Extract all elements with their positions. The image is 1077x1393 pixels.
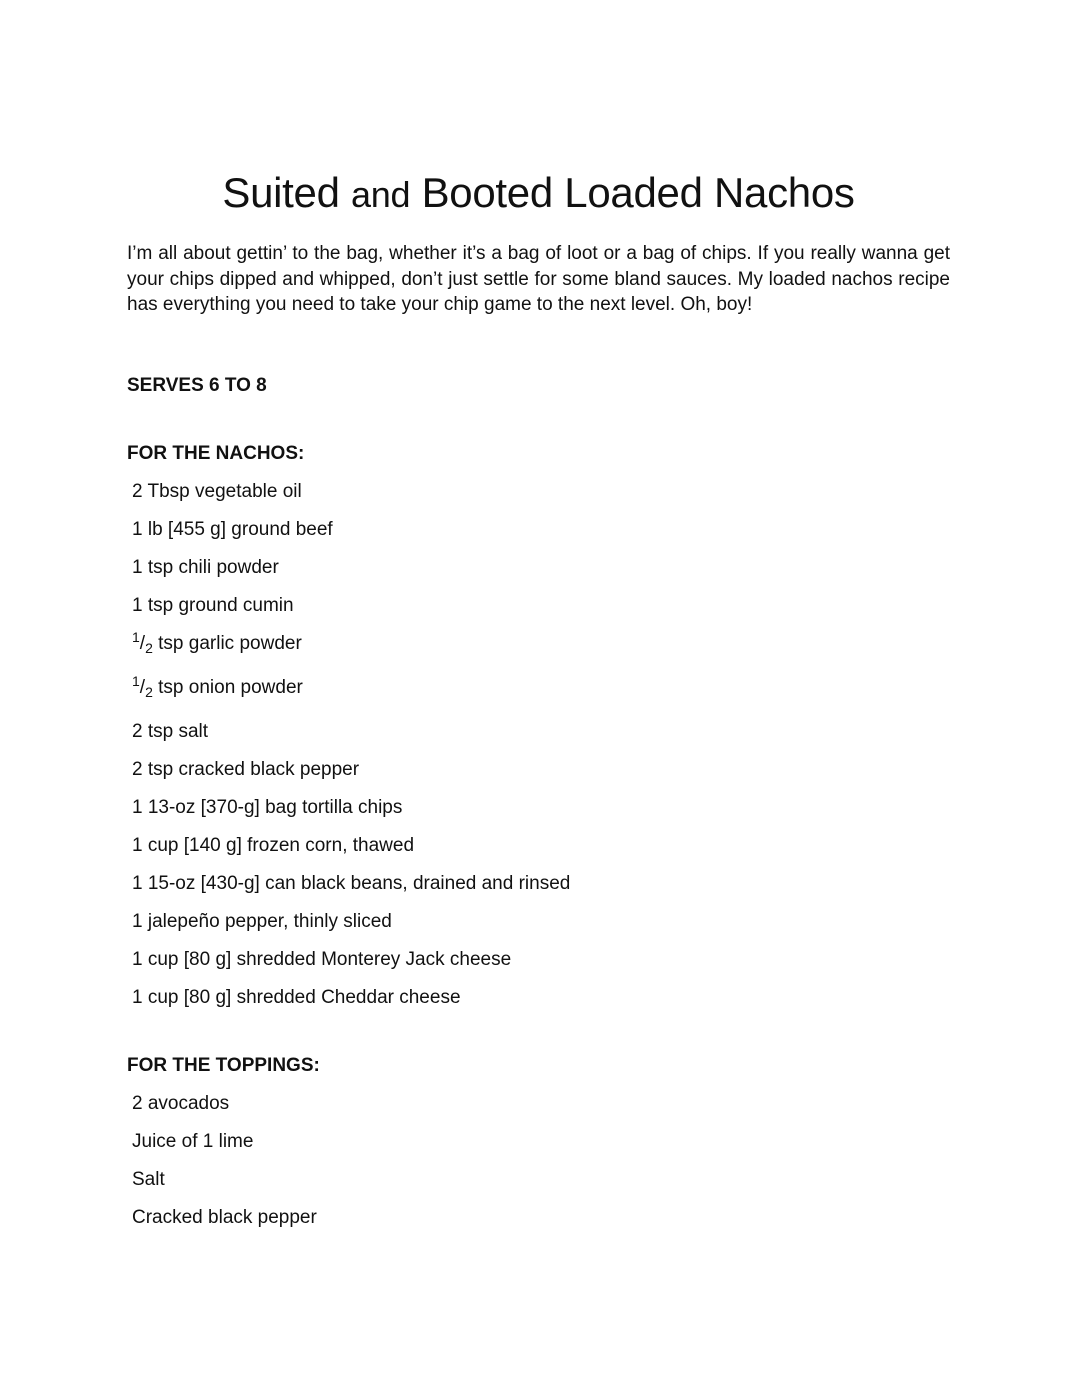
fraction-denominator: 2: [145, 640, 153, 656]
ingredient-item: 2 avocados: [132, 1093, 230, 1114]
ingredient-text: tsp onion powder: [152, 677, 303, 698]
ingredient-item: $^1/_2$ tsp onion powder: [132, 673, 303, 700]
ingredient-item: 1 cup [140 g] frozen corn, thawed: [132, 835, 415, 856]
ingredient-item: 1 15-oz [430-g] can black beans, drained and rinsed: [132, 873, 571, 894]
ingredient-item: 1 lb [455 g] ground beef: [132, 519, 333, 540]
toppings-heading: FOR THE TOPPINGS:: [127, 1055, 320, 1076]
ingredient-item: 1 tsp ground cumin: [132, 595, 294, 616]
ingredient-text: tsp garlic powder: [152, 633, 302, 654]
ingredient-item: Cracked black pepper: [132, 1207, 317, 1228]
ingredient-item: Salt: [132, 1169, 165, 1190]
toppings-ingredient-list: [132, 1092, 317, 1244]
recipe-title: [0, 168, 1077, 220]
ingredient-item: $^1/_2$ tsp garlic powder: [132, 629, 302, 656]
title-part-small: and: [351, 174, 411, 215]
ingredient-item: 2 tsp cracked black pepper: [132, 759, 360, 780]
ingredient-item: 2 tsp salt: [132, 721, 209, 742]
fraction-numerator: 1: [132, 629, 140, 645]
serves-label: SERVES 6 TO 8: [127, 375, 267, 396]
fraction-numerator: 1: [132, 673, 140, 689]
title-part: Booted Loaded Nachos: [421, 169, 855, 216]
fraction-denominator: 2: [145, 684, 153, 700]
ingredient-item: 1 jalepeño pepper, thinly sliced: [132, 911, 392, 932]
ingredient-item: 1 tsp chili powder: [132, 557, 279, 578]
ingredient-item: 1 cup [80 g] shredded Monterey Jack cheese: [132, 949, 512, 970]
ingredient-item: Juice of 1 lime: [132, 1131, 254, 1152]
nachos-ingredient-list: [132, 480, 570, 1024]
nachos-heading: FOR THE NACHOS:: [127, 443, 305, 464]
recipe-intro: I’m all about gettin’ to the bag, whether it’s a bag of loot or a bag of chips. If you really wanna get your chips dipped and whipped, don’t just settle for some bland sauces. My loaded nachos recipe has everything you need to take your chip game to the next level. Oh, boy!: [127, 243, 950, 315]
ingredient-item: 1 13-oz [370-g] bag tortilla chips: [132, 797, 403, 818]
ingredient-item: 2 Tbsp vegetable oil: [132, 481, 302, 502]
title-part: Suited: [222, 169, 340, 216]
ingredient-item: 1 cup [80 g] shredded Cheddar cheese: [132, 987, 461, 1008]
